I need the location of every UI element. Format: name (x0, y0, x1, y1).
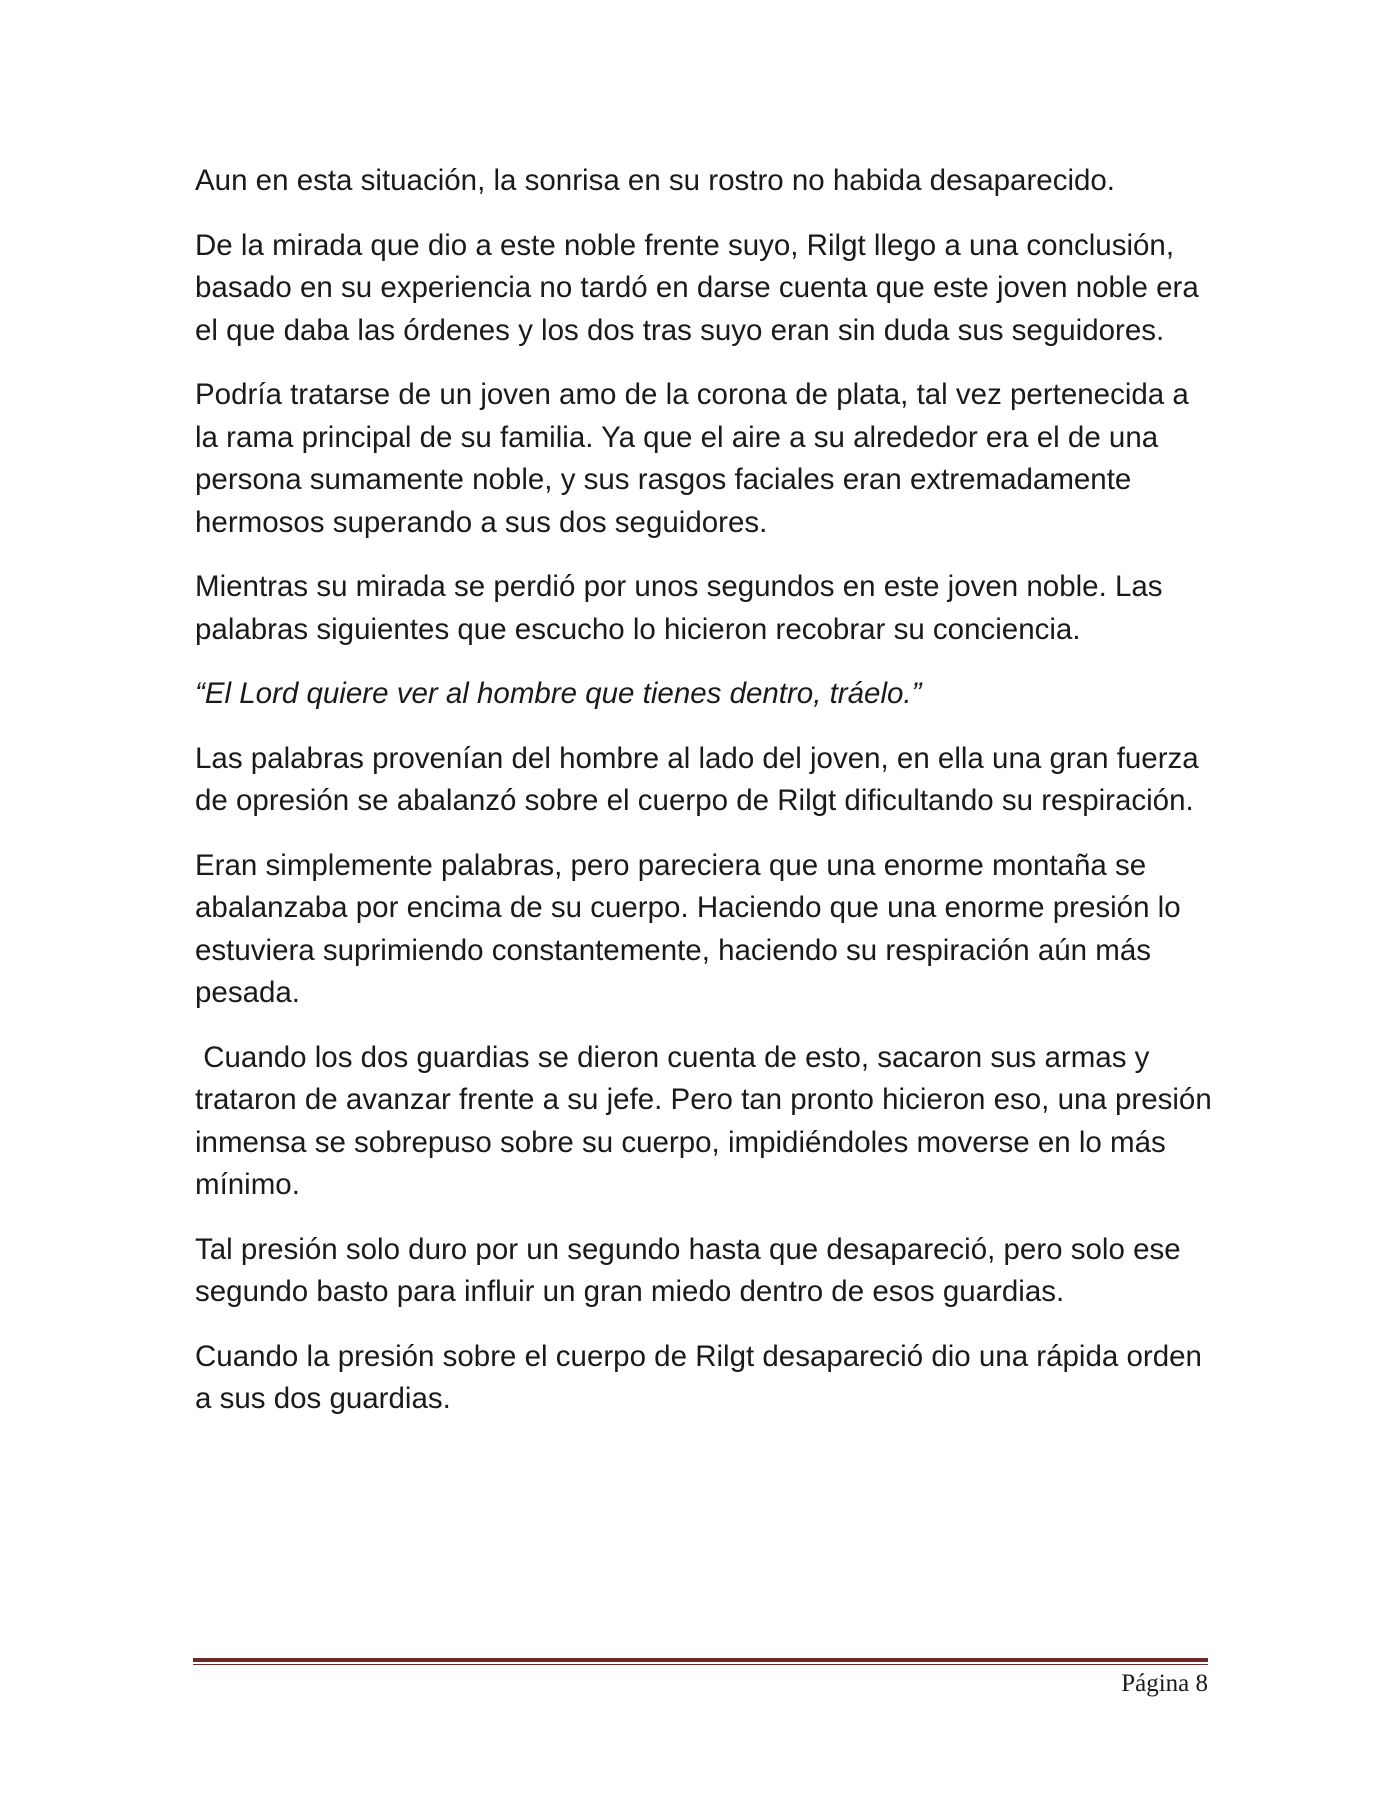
paragraph: Cuando los dos guardias se dieron cuenta de esto, sacaron sus armas y trataron de avanzar frente a su jefe. Pero tan pronto hicieron eso, una presión inmensa se sobrepuso sobre su cuerpo, impidiéndoles moverse en lo más mínimo. (195, 1040, 1220, 1201)
paragraph: Cuando la presión sobre el cuerpo de Rilgt desapareció dio una rápida orden a sus dos guardias. (195, 1339, 1211, 1415)
paragraph: Aun en esta situación, la sonrisa en su rostro no habida desaparecido. (195, 164, 1116, 197)
paragraph: Eran simplemente palabras, pero pareciera que una enorme montaña se abalanzaba por encima de su cuerpo. Haciendo que una enorme presión lo estuviera suprimiendo constantemente, haciendo su respiración aún más pesada. (195, 848, 1189, 1009)
paragraph: Mientras su mirada se perdió por unos segundos en este joven noble. Las palabras siguientes que escucho lo hicieron recobrar su conciencia. (195, 570, 1171, 646)
paragraph: Podría tratarse de un joven amo de la corona de plata, tal vez pertenecida a la rama principal de su familia. Ya que el aire a su alrededor era el de una persona sumamente noble, y sus rasgos faciales eran extremadamente hermosos superando a sus dos seguidores. (195, 378, 1197, 539)
footer-divider (193, 1658, 1208, 1665)
paragraph: Las palabras provenían del hombre al lado del joven, en ella una gran fuerza de opresión se abalanzó sobre el cuerpo de Rilgt dificultando su respiración. (195, 741, 1207, 817)
paragraph: Tal presión solo duro por un segundo hasta que desapareció, pero solo ese segundo basto para influir un gran miedo dentro de esos guardias. (195, 1232, 1189, 1308)
document-body (195, 160, 1220, 1443)
dialogue-paragraph: “El Lord quiere ver al hombre que tienes dentro, tráelo.” (195, 677, 922, 710)
footer-divider-thick-line (193, 1658, 1208, 1662)
paragraph: De la mirada que dio a este noble frente suyo, Rilgt llego a una conclusión, basado en su experiencia no tardó en darse cuenta que este joven noble era el que daba las órdenes y los dos tras suyo eran sin duda sus seguidores. (195, 228, 1207, 347)
footer-divider-thin-line (193, 1664, 1208, 1665)
page-number: Página 8 (1121, 1670, 1208, 1697)
